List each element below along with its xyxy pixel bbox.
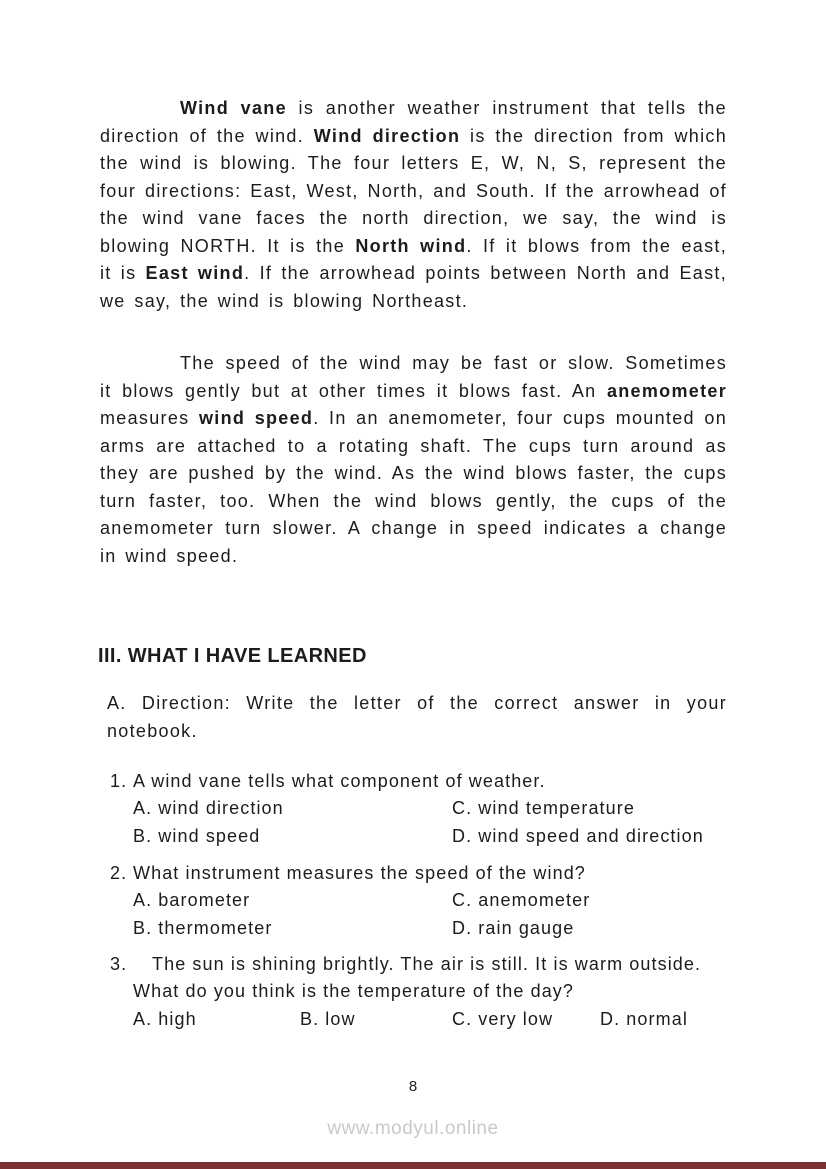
section-heading: III. WHAT I HAVE LEARNED	[98, 645, 367, 667]
bold-term: wind speed	[198, 408, 314, 428]
question-3-body	[133, 951, 727, 1033]
question-3-text: The sun is shining brightly. The air is still. It is warm outside. What do you think is the temperature of the day?	[133, 954, 702, 1002]
option-c: C. wind temperature	[452, 798, 635, 819]
option-a: A. high	[133, 1008, 197, 1029]
option-b: B. wind speed	[133, 825, 261, 846]
question-2	[110, 860, 727, 942]
bold-term: East wind	[145, 263, 245, 283]
text-run: is the direction from which the wind is blowing. The four letters E, W, N, S, represent the four directions: East, West, North, and South. If the arrowhead of the wind vane faces the north direction, we say, the wind is blowing NORTH. It is the	[100, 125, 728, 256]
text-run: . In an anemometer, four cups mounted on arms are attached to a rotating shaft. The cups turn around as they are pushed by the wind. As the wind blows faster, the cups turn faster, too. When the wind blows gently, the cups of the anemometer turn slower. A change in speed indicates a change in wind speed.	[100, 408, 728, 566]
direction-text: A. Direction: Write the letter of the correct answer in your notebook.	[107, 693, 727, 741]
option-d: D. normal	[600, 1008, 688, 1029]
bold-term: Wind vane	[180, 98, 287, 118]
site-watermark: www.modyul.online	[327, 1118, 499, 1139]
option-c: C. very low	[452, 1008, 554, 1029]
paragraph-wind-vane	[100, 95, 727, 315]
question-1-text: A wind vane tells what component of weather.	[133, 771, 546, 791]
option-c: C. anemometer	[452, 890, 591, 911]
question-2-number: 2.	[110, 863, 128, 883]
question-1	[110, 768, 727, 850]
text-run: is another weather instrument that tells the direction of the wind.	[100, 98, 727, 146]
question-2-text: What instrument measures the speed of the wind?	[133, 863, 586, 883]
paragraph-anemometer	[100, 350, 727, 570]
option-b: B. thermometer	[133, 917, 273, 938]
text-run: measures	[100, 408, 199, 428]
question-2-body	[133, 860, 727, 942]
question-3-options	[133, 1006, 727, 1033]
question-1-options	[133, 795, 727, 850]
question-1-body	[133, 768, 727, 850]
option-a: A. barometer	[133, 890, 251, 911]
option-d: D. wind speed and direction	[452, 825, 704, 846]
bold-term: Wind direction	[313, 125, 461, 146]
footer-accent-bar	[0, 1162, 826, 1169]
option-d: D. rain gauge	[452, 917, 575, 938]
text-run: The speed of the wind may be fast or slow. Sometimes it blows gently but at other times it blows fast. An	[100, 353, 727, 401]
option-a: A. wind direction	[133, 798, 284, 819]
option-b: B. low	[300, 1008, 356, 1029]
bold-term: anemometer	[606, 380, 727, 401]
text-run: . If the arrowhead points between North and East, we say, the wind is blowing Northeast.	[100, 263, 728, 311]
question-2-options	[133, 887, 727, 942]
question-1-number: 1.	[110, 771, 128, 791]
text-run: . If it blows from the east, it is	[100, 235, 727, 283]
question-3	[110, 951, 727, 1033]
question-3-number: 3.	[110, 954, 128, 974]
bold-term: North wind	[355, 235, 467, 256]
page-number: 8	[408, 1078, 418, 1095]
